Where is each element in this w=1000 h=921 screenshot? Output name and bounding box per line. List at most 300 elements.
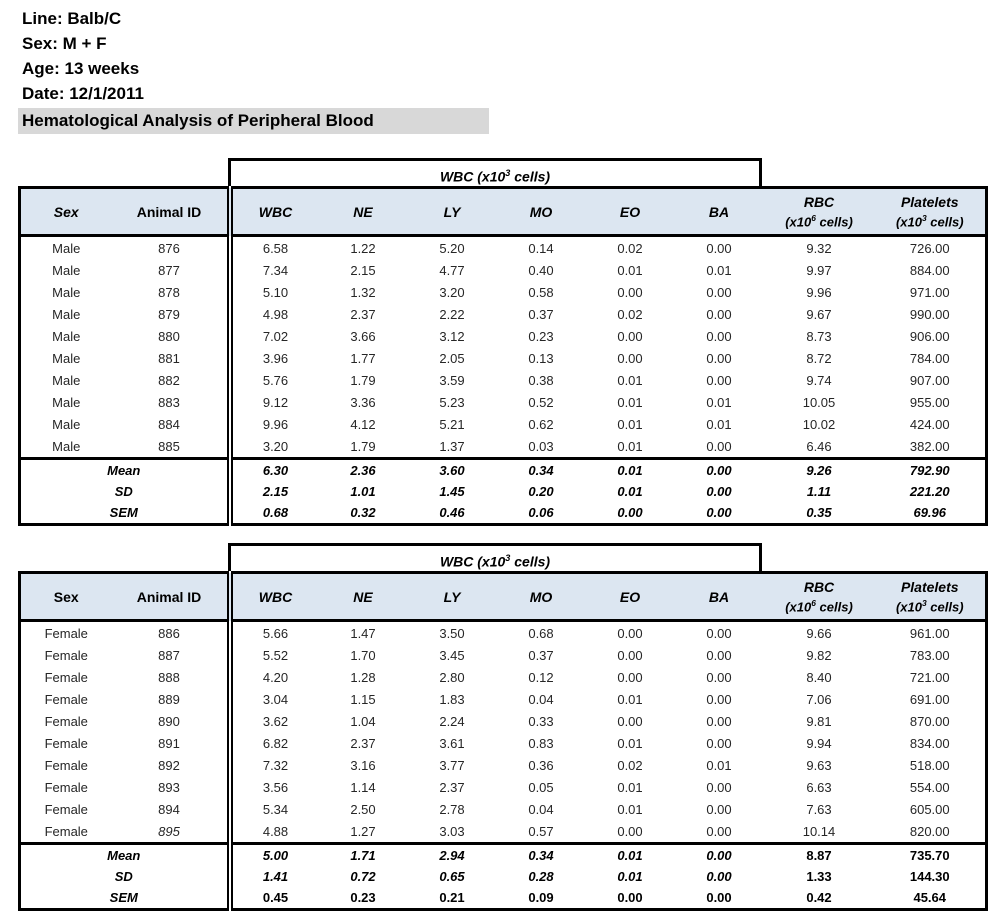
stats-value: 0.42 xyxy=(806,890,832,905)
cell-sex: Male xyxy=(52,284,81,300)
stats-label: SEM xyxy=(20,887,230,910)
female-table-stats xyxy=(20,844,987,910)
stats-value: 0.09 xyxy=(528,890,554,905)
table-row xyxy=(20,710,987,732)
stats-value: 0.00 xyxy=(706,869,732,884)
cell-value: 0.01 xyxy=(617,779,643,795)
col-header-animal-id: Animal ID xyxy=(112,188,230,236)
cell-value: 0.01 xyxy=(617,262,643,278)
cell-value: 3.66 xyxy=(350,328,376,344)
cell-value: 8.40 xyxy=(806,669,832,685)
cell-value: 1.47 xyxy=(350,625,376,641)
cell-animal-id: 889 xyxy=(112,688,230,710)
cell-value: 0.14 xyxy=(528,240,554,256)
cell-sex: Female xyxy=(44,735,88,751)
stats-value: 0.00 xyxy=(706,890,732,905)
col-header-mo: MO xyxy=(497,188,586,236)
cell-value: 0.00 xyxy=(706,372,732,388)
cell-sex: Male xyxy=(52,306,81,322)
stats-value: 2.94 xyxy=(408,844,497,867)
page-title: Hematological Analysis of Peripheral Blood xyxy=(18,108,489,134)
male-table-section xyxy=(18,158,985,526)
stats-value: 0.23 xyxy=(350,890,376,905)
cell-value: 0.00 xyxy=(706,647,732,663)
cell-animal-id: 878 xyxy=(112,281,230,303)
cell-value: 1.04 xyxy=(350,713,376,729)
cell-animal-id: 887 xyxy=(112,644,230,666)
cell-value: 3.03 xyxy=(439,823,465,839)
table-row xyxy=(20,732,987,754)
cell-value: 5.23 xyxy=(439,394,465,410)
stats-value: 1.33 xyxy=(806,869,832,884)
stats-label: Mean xyxy=(20,844,230,867)
cell-value: 0.52 xyxy=(528,394,554,410)
cell-animal-id: 884 xyxy=(112,413,230,435)
stats-value: 8.87 xyxy=(764,844,875,867)
cell-value: 4.88 xyxy=(262,823,289,839)
stats-label: SD xyxy=(20,481,230,502)
cell-value: 0.00 xyxy=(617,669,643,685)
cell-value: 3.04 xyxy=(262,691,289,707)
cell-animal-id: 891 xyxy=(112,732,230,754)
cell-value: 0.00 xyxy=(706,306,732,322)
cell-value: 2.80 xyxy=(439,669,465,685)
col-header-rbc: RBC ($x10^6$ cells) xyxy=(764,573,875,621)
cell-sex: Female xyxy=(44,691,88,707)
cell-value: 0.01 xyxy=(617,691,643,707)
stats-row xyxy=(20,459,987,482)
cell-value: 7.63 xyxy=(806,801,832,817)
stats-value: 0.00 xyxy=(706,484,732,499)
cell-animal-id: 893 xyxy=(112,776,230,798)
cell-value: 5.52 xyxy=(262,647,289,663)
cell-animal-id: 895 xyxy=(112,820,230,844)
cell-animal-id: 880 xyxy=(112,325,230,347)
cell-value: 0.00 xyxy=(617,284,643,300)
cell-sex: Male xyxy=(52,262,81,278)
cell-value: 1.70 xyxy=(350,647,376,663)
cell-value: 0.01 xyxy=(706,416,732,432)
table-row xyxy=(20,798,987,820)
female-table-header xyxy=(20,573,987,621)
report-meta xyxy=(22,6,144,106)
cell-value: 0.00 xyxy=(706,823,732,839)
cell-value: 784.00 xyxy=(909,350,950,366)
stats-value: 0.65 xyxy=(439,869,465,884)
cell-sex: Male xyxy=(52,394,81,410)
stats-value: 0.35 xyxy=(806,505,832,520)
cell-animal-id: 885 xyxy=(112,435,230,459)
stats-value: 735.70 xyxy=(875,844,987,867)
cell-value: 0.02 xyxy=(617,757,643,773)
cell-value: 382.00 xyxy=(909,438,950,454)
cell-value: 0.38 xyxy=(528,372,554,388)
header-row xyxy=(20,188,987,236)
table-row xyxy=(20,303,987,325)
meta-line: Line: Balb/C xyxy=(22,9,122,28)
cell-value: 6.46 xyxy=(806,438,832,454)
cell-value: 0.58 xyxy=(528,284,554,300)
table-row xyxy=(20,644,987,666)
stats-value: 0.00 xyxy=(675,459,764,482)
cell-value: 870.00 xyxy=(909,713,950,729)
cell-value: 0.36 xyxy=(528,757,554,773)
cell-value: 10.14 xyxy=(802,823,836,839)
cell-value: 0.01 xyxy=(617,372,643,388)
stats-value: 792.90 xyxy=(875,459,987,482)
cell-value: 990.00 xyxy=(909,306,950,322)
meta-date: Date: 12/1/2011 xyxy=(22,84,144,103)
table-row xyxy=(20,413,987,435)
cell-value: 0.01 xyxy=(706,757,732,773)
cell-value: 0.00 xyxy=(706,284,732,300)
table-row xyxy=(20,347,987,369)
cell-value: 4.77 xyxy=(439,262,465,278)
female-table xyxy=(18,571,988,911)
cell-value: 9.74 xyxy=(806,372,832,388)
table-row xyxy=(20,435,987,459)
cell-value: 0.05 xyxy=(528,779,554,795)
col-header-mo: MO xyxy=(497,573,586,621)
cell-value: 1.15 xyxy=(350,691,376,707)
cell-value: 783.00 xyxy=(909,647,950,663)
cell-value: 518.00 xyxy=(909,757,950,773)
cell-value: 2.15 xyxy=(350,262,376,278)
cell-value: 3.20 xyxy=(262,438,289,454)
meta-age: Age: 13 weeks xyxy=(22,59,140,78)
cell-value: 726.00 xyxy=(909,240,950,256)
cell-animal-id: 879 xyxy=(112,303,230,325)
col-header-animal-id: Animal ID xyxy=(112,573,230,621)
cell-value: 834.00 xyxy=(909,735,950,751)
stats-value: 144.30 xyxy=(909,869,950,884)
cell-value: 0.00 xyxy=(706,438,732,454)
cell-value: 0.37 xyxy=(528,647,554,663)
cell-value: 0.04 xyxy=(528,801,554,817)
stats-value: 1.45 xyxy=(439,484,465,499)
cell-value: 3.62 xyxy=(262,713,289,729)
cell-value: 9.12 xyxy=(262,394,289,410)
stats-value: 1.11 xyxy=(806,484,832,499)
cell-animal-id: 882 xyxy=(112,369,230,391)
col-header-rbc: RBC ($x10^6$ cells) xyxy=(764,188,875,236)
stats-value: 1.01 xyxy=(350,484,376,499)
cell-value: 2.50 xyxy=(350,801,376,817)
cell-value: 4.20 xyxy=(262,669,289,685)
cell-value: 2.24 xyxy=(439,713,465,729)
cell-value: 0.01 xyxy=(617,394,643,410)
male-table-stats xyxy=(20,459,987,525)
cell-value: 961.00 xyxy=(909,625,950,641)
cell-value: 3.20 xyxy=(439,284,465,300)
cell-value: 4.12 xyxy=(350,416,376,432)
stats-value: 0.01 xyxy=(586,844,675,867)
cell-value: 1.28 xyxy=(350,669,376,685)
cell-value: 0.00 xyxy=(706,669,732,685)
cell-animal-id: 886 xyxy=(112,621,230,645)
span-header-text: cells) xyxy=(510,168,551,185)
cell-value: 9.63 xyxy=(806,757,832,773)
cell-value: 6.58 xyxy=(262,240,289,256)
cell-value: 3.59 xyxy=(439,372,465,388)
cell-value: 7.02 xyxy=(262,328,289,344)
table-row xyxy=(20,391,987,413)
stats-value: 0.01 xyxy=(617,869,643,884)
cell-value: 5.21 xyxy=(439,416,465,432)
cell-value: 2.22 xyxy=(439,306,465,322)
col-header-ba: BA xyxy=(675,573,764,621)
cell-sex: Female xyxy=(44,779,88,795)
cell-animal-id: 881 xyxy=(112,347,230,369)
cell-value: 0.12 xyxy=(528,669,554,685)
meta-sex: Sex: M + F xyxy=(22,34,107,53)
cell-sex: Female xyxy=(44,823,88,839)
col-header-eo: EO xyxy=(586,573,675,621)
stats-row xyxy=(20,887,987,910)
stats-value: 0.32 xyxy=(350,505,376,520)
span-header-sup: 3 xyxy=(505,553,511,563)
cell-animal-id: 877 xyxy=(112,259,230,281)
cell-value: 9.66 xyxy=(806,625,832,641)
cell-sex: Female xyxy=(44,647,88,663)
female-table-section xyxy=(18,543,985,911)
cell-value: 0.23 xyxy=(528,328,554,344)
cell-value: 8.72 xyxy=(806,350,832,366)
stats-value: 5.00 xyxy=(230,844,319,867)
stats-row xyxy=(20,844,987,867)
cell-value: 5.20 xyxy=(439,240,465,256)
cell-value: 1.14 xyxy=(350,779,376,795)
cell-animal-id: 890 xyxy=(112,710,230,732)
male-table xyxy=(18,186,988,526)
stats-row xyxy=(20,481,987,502)
stats-value: 221.20 xyxy=(909,484,950,499)
cell-value: 0.04 xyxy=(528,691,554,707)
cell-value: 0.68 xyxy=(528,625,554,641)
cell-value: 6.82 xyxy=(262,735,289,751)
cell-value: 0.33 xyxy=(528,713,554,729)
cell-value: 3.61 xyxy=(439,735,465,751)
cell-sex: Male xyxy=(52,240,81,256)
cell-value: 1.27 xyxy=(350,823,376,839)
cell-value: 0.00 xyxy=(617,823,643,839)
stats-value: 45.64 xyxy=(913,890,947,905)
stats-value: 0.68 xyxy=(262,505,289,520)
col-header-wbc: WBC xyxy=(230,573,319,621)
cell-value: 0.00 xyxy=(706,328,732,344)
table-row xyxy=(20,776,987,798)
wbc-span-header xyxy=(228,158,762,186)
col-header-ly: LY xyxy=(408,573,497,621)
cell-value: 8.73 xyxy=(806,328,832,344)
cell-value: 0.62 xyxy=(528,416,554,432)
span-header-text: cells) xyxy=(510,553,551,570)
col-header-platelets: Platelets ($x10^3$ cells) xyxy=(875,573,987,621)
cell-value: 10.02 xyxy=(802,416,836,432)
cell-value: 9.96 xyxy=(806,284,832,300)
col-header-sex: Sex xyxy=(20,573,112,621)
cell-value: 9.94 xyxy=(806,735,832,751)
cell-value: 6.63 xyxy=(806,779,832,795)
cell-value: 5.76 xyxy=(262,372,289,388)
cell-value: 605.00 xyxy=(909,801,950,817)
cell-value: 3.77 xyxy=(439,757,465,773)
cell-animal-id: 883 xyxy=(112,391,230,413)
cell-value: 5.34 xyxy=(262,801,289,817)
table-row xyxy=(20,325,987,347)
stats-value: 0.46 xyxy=(439,505,465,520)
cell-value: 7.32 xyxy=(262,757,289,773)
cell-value: 0.00 xyxy=(706,735,732,751)
cell-value: 0.00 xyxy=(706,691,732,707)
cell-value: 9.67 xyxy=(806,306,832,322)
cell-value: 0.00 xyxy=(706,240,732,256)
cell-value: 0.00 xyxy=(617,350,643,366)
col-header-ba: BA xyxy=(675,188,764,236)
cell-value: 0.13 xyxy=(528,350,554,366)
cell-value: 1.83 xyxy=(439,691,465,707)
cell-value: 3.12 xyxy=(439,328,465,344)
stats-value: 1.71 xyxy=(319,844,408,867)
header-row xyxy=(20,573,987,621)
cell-value: 2.05 xyxy=(439,350,465,366)
cell-value: 1.79 xyxy=(350,438,376,454)
stats-value: 3.60 xyxy=(408,459,497,482)
cell-value: 4.98 xyxy=(262,306,289,322)
male-table-body xyxy=(20,236,987,459)
cell-value: 0.40 xyxy=(528,262,554,278)
cell-value: 0.01 xyxy=(706,262,732,278)
cell-sex: Female xyxy=(44,801,88,817)
table-row xyxy=(20,754,987,776)
cell-value: 2.37 xyxy=(439,779,465,795)
cell-value: 691.00 xyxy=(909,691,950,707)
cell-value: 10.05 xyxy=(802,394,836,410)
table-row xyxy=(20,236,987,260)
cell-value: 1.37 xyxy=(439,438,465,454)
cell-value: 0.03 xyxy=(528,438,554,454)
stats-value: 0.28 xyxy=(528,869,554,884)
stats-value: 9.26 xyxy=(764,459,875,482)
table-row xyxy=(20,820,987,844)
cell-sex: Female xyxy=(44,625,88,641)
cell-value: 0.00 xyxy=(706,625,732,641)
cell-value: 2.78 xyxy=(439,801,465,817)
stats-value: 0.00 xyxy=(617,505,643,520)
cell-value: 5.10 xyxy=(262,284,289,300)
cell-value: 5.66 xyxy=(262,625,289,641)
cell-value: 0.00 xyxy=(706,779,732,795)
stats-value: 0.00 xyxy=(675,844,764,867)
cell-value: 2.37 xyxy=(350,735,376,751)
cell-value: 971.00 xyxy=(909,284,950,300)
col-header-wbc: WBC xyxy=(230,188,319,236)
table-row xyxy=(20,621,987,645)
cell-value: 884.00 xyxy=(909,262,950,278)
table-row xyxy=(20,688,987,710)
cell-animal-id: 892 xyxy=(112,754,230,776)
cell-sex: Female xyxy=(44,757,88,773)
stats-value: 0.01 xyxy=(586,459,675,482)
wbc-span-header xyxy=(228,543,762,571)
cell-value: 3.96 xyxy=(262,350,289,366)
cell-animal-id: 894 xyxy=(112,798,230,820)
cell-value: 9.81 xyxy=(806,713,832,729)
cell-sex: Female xyxy=(44,669,88,685)
stats-value: 2.15 xyxy=(262,484,289,499)
cell-value: 3.50 xyxy=(439,625,465,641)
stats-value: 1.41 xyxy=(262,869,289,884)
cell-animal-id: 888 xyxy=(112,666,230,688)
cell-sex: Male xyxy=(52,350,81,366)
cell-value: 2.37 xyxy=(350,306,376,322)
stats-row xyxy=(20,866,987,887)
cell-value: 0.00 xyxy=(617,647,643,663)
table-row xyxy=(20,369,987,391)
col-header-ly: LY xyxy=(408,188,497,236)
cell-value: 0.83 xyxy=(528,735,554,751)
female-table-body xyxy=(20,621,987,844)
cell-value: 0.01 xyxy=(706,394,732,410)
col-header-eo: EO xyxy=(586,188,675,236)
col-header-platelets: Platelets ($x10^3$ cells) xyxy=(875,188,987,236)
cell-sex: Male xyxy=(52,372,81,388)
table-row xyxy=(20,259,987,281)
cell-value: 0.00 xyxy=(706,713,732,729)
cell-value: 3.16 xyxy=(350,757,376,773)
stats-value: 69.96 xyxy=(913,505,947,520)
cell-value: 0.02 xyxy=(617,240,643,256)
stats-row xyxy=(20,502,987,525)
span-header-sup: 3 xyxy=(505,168,511,178)
cell-value: 0.00 xyxy=(617,625,643,641)
cell-value: 1.32 xyxy=(350,284,376,300)
cell-value: 0.00 xyxy=(617,713,643,729)
cell-value: 3.45 xyxy=(439,647,465,663)
col-header-ne: NE xyxy=(319,573,408,621)
stats-label: SEM xyxy=(20,502,230,525)
table-row xyxy=(20,666,987,688)
cell-value: 0.01 xyxy=(617,416,643,432)
male-table-header xyxy=(20,188,987,236)
col-header-ne: NE xyxy=(319,188,408,236)
cell-value: 955.00 xyxy=(909,394,950,410)
table-row xyxy=(20,281,987,303)
cell-value: 7.06 xyxy=(806,691,832,707)
cell-animal-id: 876 xyxy=(112,236,230,260)
cell-sex: Male xyxy=(52,438,81,454)
cell-value: 0.02 xyxy=(617,306,643,322)
stats-value: 0.72 xyxy=(350,869,376,884)
stats-value: 0.01 xyxy=(617,484,643,499)
cell-value: 1.77 xyxy=(350,350,376,366)
span-header-text: WBC (x10 xyxy=(439,553,506,570)
stats-value: 0.45 xyxy=(262,890,289,905)
cell-value: 0.01 xyxy=(617,735,643,751)
cell-sex: Male xyxy=(52,328,81,344)
cell-value: 7.34 xyxy=(262,262,289,278)
cell-value: 906.00 xyxy=(909,328,950,344)
stats-value: 0.00 xyxy=(706,505,732,520)
stats-value: 0.06 xyxy=(528,505,554,520)
cell-value: 3.36 xyxy=(350,394,376,410)
stats-value: 0.00 xyxy=(617,890,643,905)
col-header-sex: Sex xyxy=(20,188,112,236)
stats-label: SD xyxy=(20,866,230,887)
cell-value: 0.01 xyxy=(617,438,643,454)
stats-value: 0.20 xyxy=(528,484,554,499)
stats-value: 2.36 xyxy=(319,459,408,482)
